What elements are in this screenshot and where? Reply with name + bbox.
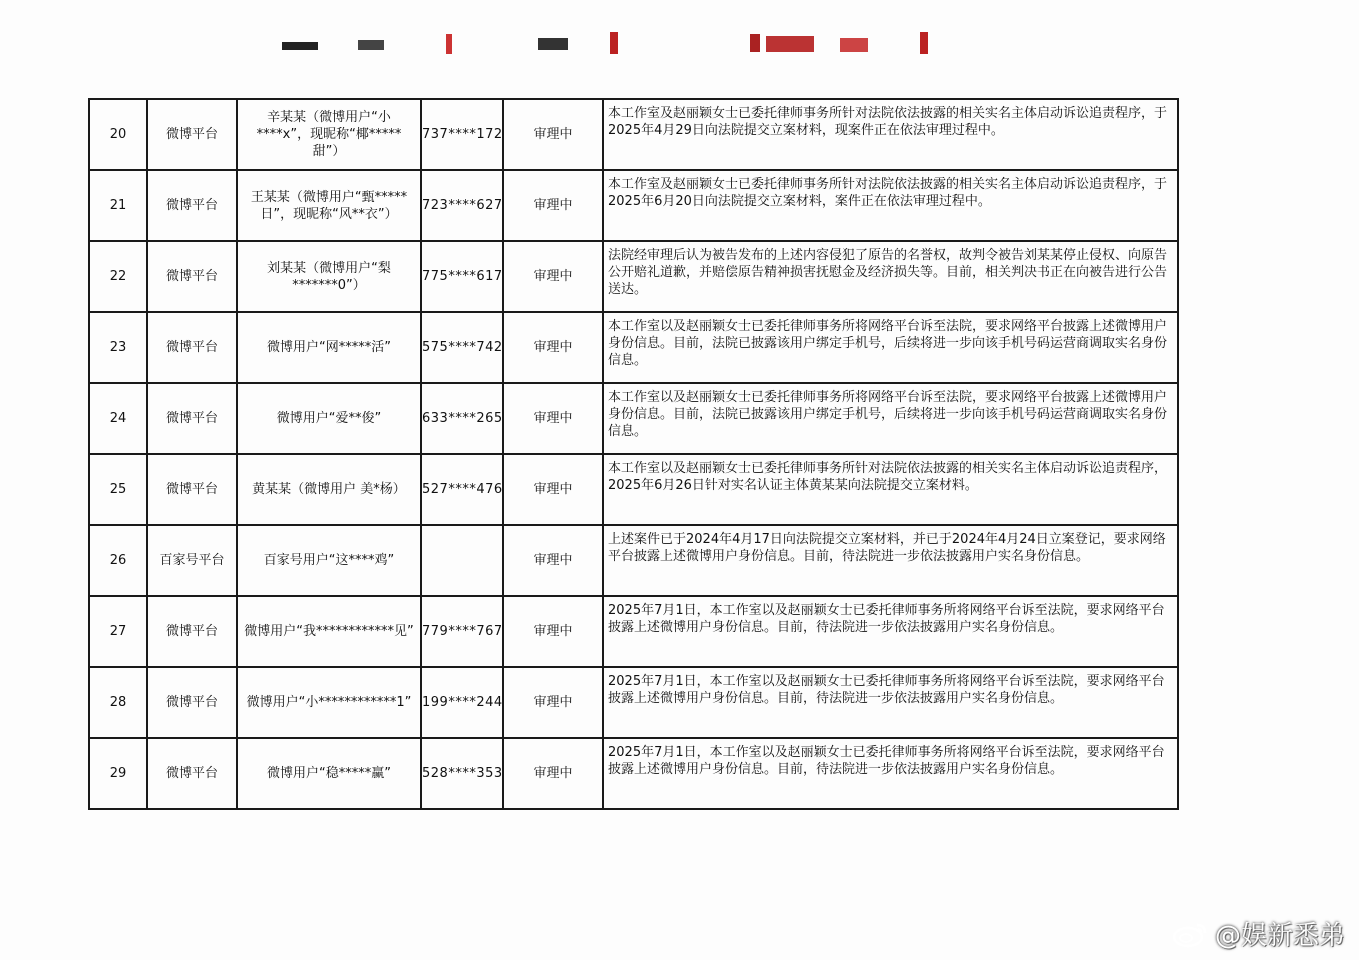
description-text: 2025年7月1日，本工作室以及赵丽颖女士已委托律师事务所将网络平台诉至法院，要求网络平台披露上述微博用户身份信息。目前，待法院进一步依法披露用户实名身份信息。 <box>608 745 1165 777</box>
platform-cell: 微博平台 <box>147 99 237 170</box>
status-cell: 审理中 <box>503 525 603 596</box>
description-text: 2025年7月1日，本工作室以及赵丽颖女士已委托律师事务所将网络平台诉至法院，要求网络平台披露上述微博用户身份信息。目前，待法院进一步依法披露用户实名身份信息。 <box>608 674 1165 706</box>
progress-description-cell <box>603 99 1178 170</box>
account-cell: 微博用户“小************1” <box>237 667 421 738</box>
account-cell: 微博用户“爱**俊” <box>237 383 421 454</box>
platform-cell: 微博平台 <box>147 241 237 312</box>
account-cell: 辛某某（微博用户“小****x”，现昵称“椰*****甜”） <box>237 99 421 170</box>
status-cell: 审理中 <box>503 383 603 454</box>
account-cell: 黄某某（微博用户 美*杨） <box>237 454 421 525</box>
progress-description-cell <box>603 383 1178 454</box>
description-text: 2025年7月1日，本工作室以及赵丽颖女士已委托律师事务所将网络平台诉至法院，要求网络平台披露上述微博用户身份信息。目前，待法院进一步依法披露用户实名身份信息。 <box>608 603 1165 635</box>
status-cell: 审理中 <box>503 667 603 738</box>
progress-description-cell <box>603 241 1178 312</box>
platform-cell: 微博平台 <box>147 596 237 667</box>
phone-cell: 633****265 <box>421 383 503 454</box>
table-row <box>89 525 1178 596</box>
table-row <box>89 667 1178 738</box>
table-row <box>89 383 1178 454</box>
progress-description-cell <box>603 738 1178 809</box>
status-cell: 审理中 <box>503 454 603 525</box>
progress-description-cell <box>603 454 1178 525</box>
row-number: 26 <box>89 525 147 596</box>
description-text: 本工作室及赵丽颖女士已委托律师事务所针对法院依法披露的相关实名主体启动诉讼追责程序，于2025年6月20日向法院提交立案材料，案件正在依法审理过程中。 <box>608 177 1168 209</box>
description-text: 本工作室以及赵丽颖女士已委托律师事务所针对法院依法披露的相关实名主体启动诉讼追责程序，2025年6月26日针对实名认证主体黄某某向法院提交立案材料。 <box>608 461 1168 493</box>
phone-cell: 775****617 <box>421 241 503 312</box>
account-cell: 微博用户“网*****活” <box>237 312 421 383</box>
row-number: 22 <box>89 241 147 312</box>
row-number: 29 <box>89 738 147 809</box>
progress-description-cell <box>603 525 1178 596</box>
platform-cell: 微博平台 <box>147 312 237 383</box>
row-number: 27 <box>89 596 147 667</box>
row-number: 28 <box>89 667 147 738</box>
phone-cell: 779****767 <box>421 596 503 667</box>
status-cell: 审理中 <box>503 241 603 312</box>
platform-cell: 微博平台 <box>147 383 237 454</box>
status-cell: 审理中 <box>503 312 603 383</box>
weibo-logo-icon <box>1171 919 1211 949</box>
weibo-watermark <box>1171 915 1345 952</box>
lawsuit-status-table <box>88 98 1179 810</box>
account-cell: 王某某（微博用户“甄*****日”，现昵称“风**衣”） <box>237 170 421 241</box>
table-row <box>89 241 1178 312</box>
status-cell: 审理中 <box>503 596 603 667</box>
description-text: 上述案件已于2024年4月17日向法院提交立案材料，并已于2024年4月24日立案登记，要求网络平台披露上述微博用户身份信息。目前，待法院进一步依法披露用户实名身份信息。 <box>608 532 1166 564</box>
progress-description-cell <box>603 596 1178 667</box>
table-row <box>89 738 1178 809</box>
account-cell: 微博用户“稳*****赢” <box>237 738 421 809</box>
platform-cell: 百家号平台 <box>147 525 237 596</box>
row-number: 24 <box>89 383 147 454</box>
account-cell: 刘某某（微博用户“梨*******0”） <box>237 241 421 312</box>
description-text: 本工作室及赵丽颖女士已委托律师事务所针对法院依法披露的相关实名主体启动诉讼追责程序，于2025年4月29日向法院提交立案材料，现案件正在依法审理过程中。 <box>608 106 1168 138</box>
progress-description-cell <box>603 312 1178 383</box>
phone-cell: 737****172 <box>421 99 503 170</box>
phone-cell <box>421 525 503 596</box>
phone-cell: 723****627 <box>421 170 503 241</box>
status-cell: 审理中 <box>503 99 603 170</box>
progress-description-cell <box>603 667 1178 738</box>
row-number: 21 <box>89 170 147 241</box>
phone-cell: 528****353 <box>421 738 503 809</box>
platform-cell: 微博平台 <box>147 738 237 809</box>
progress-description-cell <box>603 170 1178 241</box>
platform-cell: 微博平台 <box>147 170 237 241</box>
row-number: 20 <box>89 99 147 170</box>
phone-cell: 575****742 <box>421 312 503 383</box>
watermark-text: @娱新悉弟 <box>1214 921 1345 951</box>
table-row <box>89 170 1178 241</box>
table-row <box>89 312 1178 383</box>
status-cell: 审理中 <box>503 170 603 241</box>
row-number: 23 <box>89 312 147 383</box>
account-cell: 百家号用户“这****鸡” <box>237 525 421 596</box>
description-text: 本工作室以及赵丽颖女士已委托律师事务所将网络平台诉至法院，要求网络平台披露上述微博用户身份信息。目前，法院已披露该用户绑定手机号，后续将进一步向该手机号码运营商调取实名身份信息。 <box>608 319 1168 368</box>
phone-cell: 199****244 <box>421 667 503 738</box>
account-cell: 微博用户“我************见” <box>237 596 421 667</box>
phone-cell: 527****476 <box>421 454 503 525</box>
description-text: 本工作室以及赵丽颖女士已委托律师事务所将网络平台诉至法院，要求网络平台披露上述微博用户身份信息。目前，法院已披露该用户绑定手机号，后续将进一步向该手机号码运营商调取实名身份信息。 <box>608 390 1168 439</box>
table-row <box>89 454 1178 525</box>
description-text: 法院经审理后认为被告发布的上述内容侵犯了原告的名誉权，故判令被告刘某某停止侵权、向原告公开赔礼道歉，并赔偿原告精神损害抚慰金及经济损失等。目前，相关判决书正在向被告进行公告送达。 <box>608 248 1168 297</box>
table-body <box>89 99 1178 809</box>
status-cell: 审理中 <box>503 738 603 809</box>
platform-cell: 微博平台 <box>147 454 237 525</box>
platform-cell: 微博平台 <box>147 667 237 738</box>
table-row <box>89 99 1178 170</box>
row-number: 25 <box>89 454 147 525</box>
table-row <box>89 596 1178 667</box>
